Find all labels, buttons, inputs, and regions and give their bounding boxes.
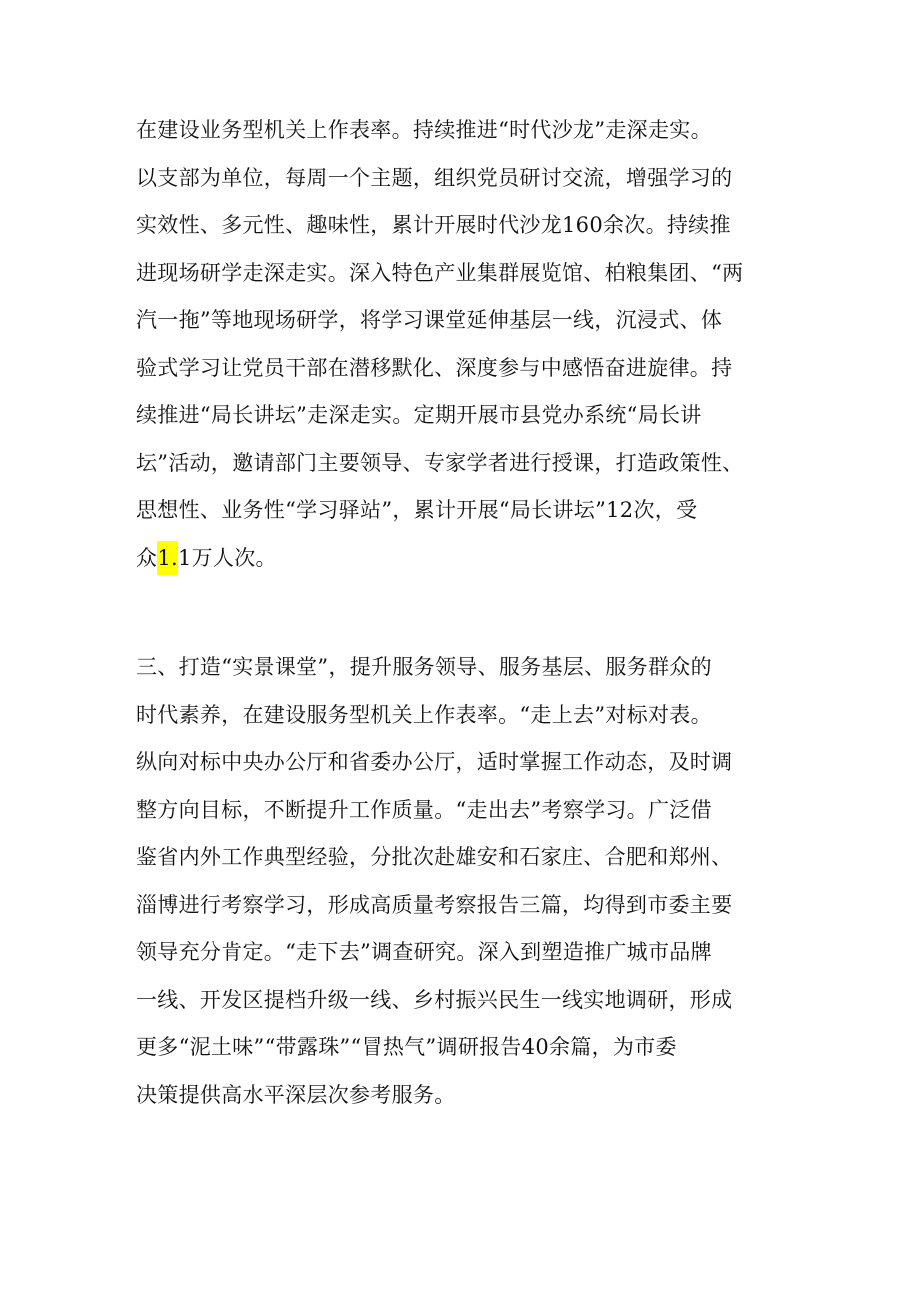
text-line: 进现场研学走深走实。深入特色产业集群展览馆、柏粮集团、“两 (136, 260, 744, 285)
text-line: 纵向对标中央办公厅和省委办公厅，适时掌握工作动态，及时调 (136, 750, 733, 774)
text-line: 一线、开发区提档升级一线、乡村振兴民生一线实地调研，形成 (136, 987, 733, 1012)
text-line: 领导充分肯定。“走下去”调查研究。深入到塑造推广城市品牌 (136, 940, 712, 964)
text-line: 三、打造“实景课堂”，提升服务领导、服务基层、服务群众的 (136, 655, 712, 679)
text-line: 决策提供高水平深层次参考服务。 (136, 1082, 456, 1107)
text-line: 思想性、业务性“学习驿站”，累计开展“局长讲坛”12次，受 (136, 498, 698, 522)
text-segment: 1万人次。 (177, 545, 277, 570)
highlighted-text: 1. (157, 541, 178, 575)
text-line: 坛”活动，邀请部门主要领导、专家学者进行授课，打造政策性、 (136, 450, 744, 475)
text-line: 整方向目标，不断提升工作质量。“走出去”考察学习。广泛借 (136, 797, 712, 822)
text-segment: 众 (136, 545, 158, 570)
text-line: 以支部为单位，每周一个主题，组织党员研讨交流，增强学习的 (136, 165, 733, 190)
text-line: 淄博进行考察学习，形成高质量考察报告三篇，均得到市委主要 (136, 892, 733, 917)
text-line: 续推进“局长讲坛”走深走实。定期开展市县党办系统“局长讲 (136, 403, 702, 427)
text-line: 汽一拖”等地现场研学，将学习课堂延伸基层一线，沉浸式、体 (136, 308, 723, 332)
text-line: 时代素养，在建设服务型机关上作表率。“走上去”对标对表。 (136, 702, 712, 727)
text-line: 鉴省内外工作典型经验，分批次赴雄安和石家庄、合肥和郑州、 (136, 845, 733, 869)
text-line: 实效性、多元性、趣味性，累计开展时代沙龙160余次。持续推 (136, 213, 731, 237)
text-line-last (136, 535, 796, 583)
paragraph-section-three (136, 644, 796, 1119)
paragraph-study-activities (136, 107, 796, 582)
text-line: 验式学习让党员干部在潜移默化、深度参与中感悟奋进旋律。持 (136, 355, 733, 380)
text-line: 更多“泥土味”“带露珠”“冒热气”调研报告40余篇，为市委 (136, 1035, 677, 1059)
text-line: 在建设业务型机关上作表率。持续推进“时代沙龙”走深走实。 (136, 118, 712, 142)
